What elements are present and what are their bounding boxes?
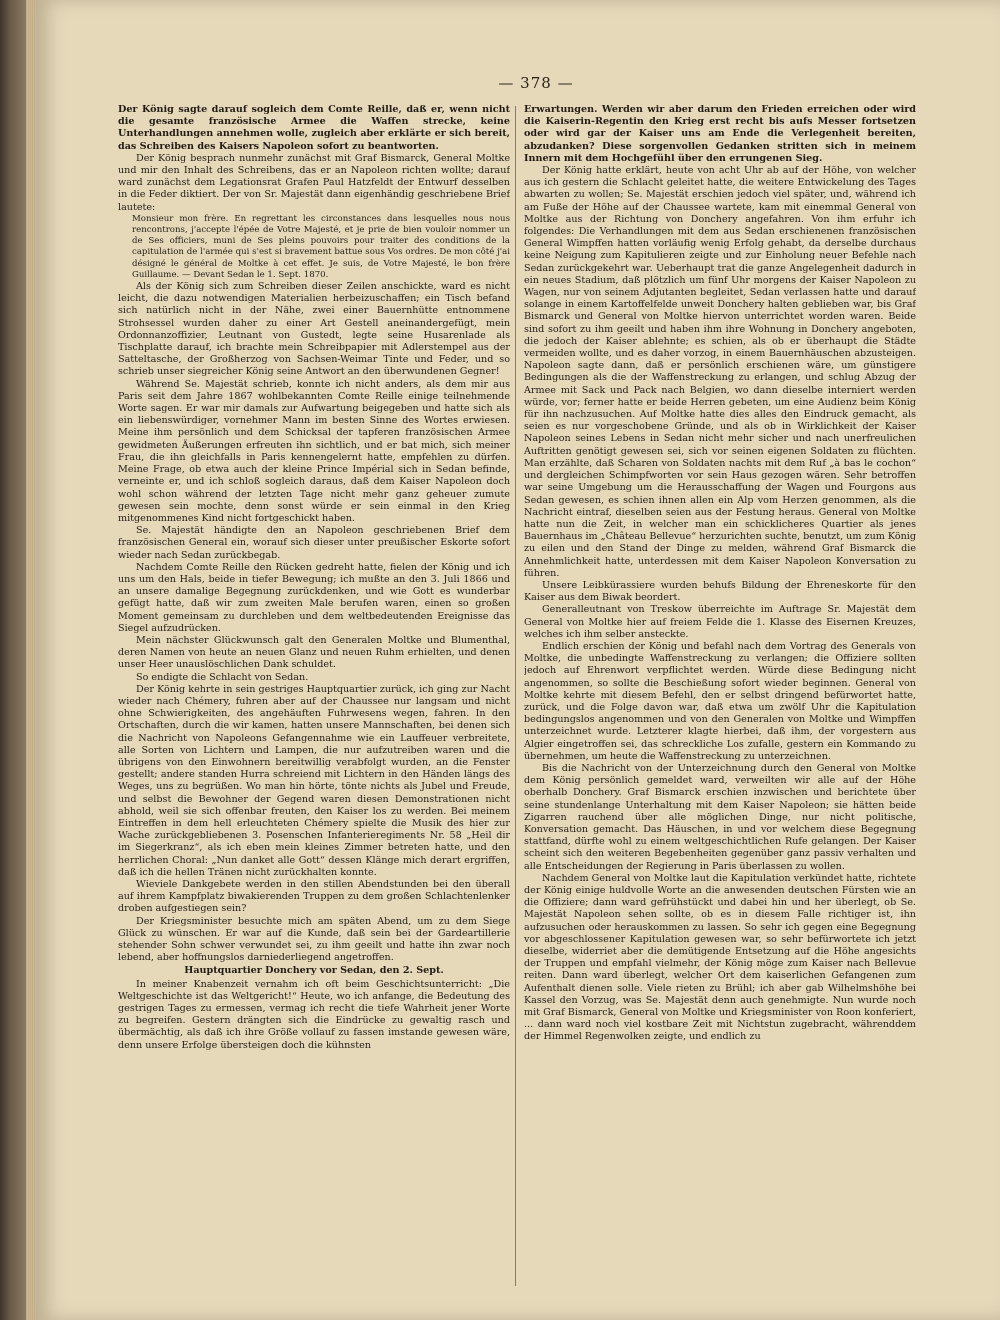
paragraph: Der Kriegsminister besuchte mich am späten Abend, um zu dem Siege Glück zu wünschen. Er war auf die Kunde, daß sein bei der Gardeartillerie stehender Sohn schwer verwundet sei, zu ihm geeilt und hatte ihn zwar noch lebend, aber hoffnungslos darniederliegend angetroffen. [118, 915, 510, 964]
paragraph: Se. Majestät händigte den an Napoleon geschriebenen Brief dem französischen General ein, worauf sich dieser unter preußischer Eskorte sofort wieder nach Sedan zurückbegab. [118, 525, 510, 561]
paragraph: Mein nächster Glückwunsch galt den Generalen Moltke und Blumenthal, deren Namen von heute an neuen Glanz und neuen Ruhm erhielten, und denen unser Heer unauslöschlichen Dank schuldet. [118, 634, 510, 671]
paragraph: Generalleutnant von Treskow überreichte im Auftrage Sr. Majestät dem General von Moltke hier auf freiem Felde die 1. Klasse des Eisernen Kreuzes, welches ich ihm selber ansteckte. [524, 604, 916, 640]
right-column [524, 104, 916, 1300]
paragraph: Nachdem General von Moltke laut die Kapitulation verkündet hatte, richtete der König einige huldvolle Worte an die anwesenden deutschen Fürsten wie an die Offiziere; dann ward gefrühstückt und dabei hin und her überlegt, ob Se. Majestät Napoleon sehen sollte, ob es in diesem Falle richtiger ist, ihn aufzusuchen oder herauskommen zu lassen. So sehr ich gegen eine Begegnung vor abgeschlossener Kapitulation gewesen war, so sehr befürwortete ich jetzt dieselbe, widerriet aber die demütigende Entsetzung auf die Höhe angesichts der Truppen und empfahl vielmehr, der König möge zum Kaiser nach Bellevue reiten. Dann ward überlegt, welcher Ort dem kaiserlichen Gefangenen zum Aufenthalt dienen solle. Viele rieten zu Brühl; ich aber gab Wilhelmshöhe bei Kassel den Vorzug, was Se. Majestät denn auch genehmigte. Nun wurde noch mit Graf Bismarck, General von Moltke und Kriegsminister von Roon konferiert, ... dann ward noch viel kostbare Zeit mit Nichtstun zugebracht, währenddem der Himmel Regenwolken zeigte, und endlich zu [524, 872, 916, 1043]
dateline-heading: Hauptquartier Donchery vor Sedan, den 2. Sept. [184, 965, 444, 977]
paragraph: In meiner Knabenzeit vernahm ich oft beim Geschichtsunterricht: „Die Weltgeschichte ist das Weltgericht!“ Heute, wo ich anfange, die Bedeutung des gestrigen Tages zu ermessen, vermag ich recht die tiefe Wahrheit jener Worte zu begreifen. Gestern drängten sich die Eindrücke zu gewaltig rasch und übermächtig, als daß ich ihre Größe vollauf zu fassen imstande gewesen wäre, denn unsere Erfolge übersteigen doch die kühnsten [118, 978, 510, 1051]
paragraph: Wieviele Dankgebete werden in den stillen Abendstunden bei den überall auf ihrem Kampfplatz biwakierenden Truppen zu dem großen Schlachtenlenker droben aufgestiegen sein? [118, 879, 510, 915]
paragraph: Endlich erschien der König und befahl nach dem Vortrag des Generals von Moltke, die unbedingte Waffenstreckung zu verlangen; die Offiziere sollten jedoch auf Ehrenwort verpflichtet werden. Würde diese Bedingung nicht angenommen, so sollte die Beschießung sofort wieder beginnen. General von Moltke kehrte mit diesem Befehl, den er selbst dringend befürwortet hatte, zurück, und die Folge davon war, daß etwa um zwölf Uhr die Kapitulation bedingungslos angenommen und von den Generalen von Moltke und Wimpffen unterzeichnet wurde. Letzterer klagte hierbei, daß ihm, der vorgestern aus Algier eingetroffen sei, das schreckliche Los zufalle, gestern ein Kommando zu übernehmen, um heute die Waffenstreckung zu unterzeichnen. [524, 640, 916, 762]
paragraph: Der König kehrte in sein gestriges Hauptquartier zurück, ich ging zur Nacht wieder nach Chémery, fuhren aber auf der Chaussee nur langsam und nicht ohne Schwierigkeiten, des angehäuften Fuhrwesens wegen, fahren. In den Ortschaften, durch die wir kamen, hatten unsere Mannschaften, bei denen sich die Nachricht von Napoleons Gefangennahme wie ein Lauffeuer verbreitete, alle Sorten von Lichtern und Lampen, die nur aufzutreiben waren und die übrigens von den Einwohnern bereitwillig verabfolgt wurden, an die Fenster gestellt; andere standen Hurra schreiend mit Lichtern in den Händen längs des Weges, uns zu begrüßen. Wo man hin hörte, tönte nichts als Jubel und Freude, und selbst die Bewohner der Gegend waren diesen Demonstrationen nicht abhold, weil sie sich offenbar freuten, den Kaiser los zu werden. Bei meinem Eintreffen in dem hell erleuchteten Chémery spielte die Musik des hier zur Wache zurückgebliebenen 3. Posenschen Infanterieregiments Nr. 58 „Heil dir im Siegerkranz“, als ich eben mein kleines Zimmer betreten hatte, und den herrlichen Choral: „Nun danket alle Gott“ dessen Klänge mich derart ergriffen, daß ich die hellen Tränen nicht zurückhalten konnte. [118, 683, 510, 878]
paragraph: Als der König sich zum Schreiben dieser Zeilen anschickte, ward es nicht leicht, die dazu notwendigen Materialien herbeizuschaffen; ein Tisch befand sich natürlich nicht in der Nähe, zwei einer Bauernhütte entnommene Strohsessel wurden daher zu einer Art Gestell aneinandergefügt, mein Ordonnanzoffizier, Leutnant von Gustedt, legte seine Husarenlade als Tischplatte darauf, ich brachte mein Schreibpapier mit Adlerstempel aus der Satteltasche, der Großherzog von Sachsen-Weimar Tinte und Feder, und so schrieb unser siegreicher König seine Antwort an den überwundenen Gegner! [118, 281, 510, 378]
paragraph: Der König hatte erklärt, heute von acht Uhr ab auf der Höhe, von welcher aus ich gestern die Schlacht geleitet hatte, die weitere Entwickelung des Tages abwarten zu wollen; Se. Majestät erschien jedoch viel später, und, während ich am Fuße der Höhe auf der Chaussee wartete, kam mit einemmal General von Moltke aus der Richtung von Donchery angefahren. Von ihm erfuhr ich folgendes: Die Verhandlungen mit dem aus Sedan erschienenen französischen General Wimpffen hatten vorläufig wenig Erfolg gehabt, da derselbe durchaus keine Neigung zum Kapitulieren zeigte und zur Einholung neuer Befehle nach Sedan zurückgekehrt war. Ueberhaupt trat die ganze Angelegenheit dadurch in ein neues Stadium, daß plötzlich um fünf Uhr morgens der Kaiser Napoleon zu Wagen, nur von seinem Adjutanten begleitet, Sedan verlassen hatte und darauf solange in einem Kartoffelfelde unweit Donchery halten geblieben war, bis Graf Bismarck und General von Moltke hiervon unterrichtet worden waren. Beide sind sofort zu ihm geeilt und haben ihm ihre Wohnung in Donchery angeboten, die jedoch der Kaiser ablehnte; es schien, als ob er überhaupt die Städte vermeiden wollte, und es daher vorzog, in einem Bauernhäuschen abzusteigen. Napoleon sagte dann, daß er persönlich erschienen wäre, um günstigere Bedingungen als die der Waffenstreckung zu erlangen, und schlug Abzug der Armee mit Sack und Pack nach Belgien, wo dann dieselbe interniert werden würde, vor; ferner hatte er beide Herren gebeten, um eine Audienz beim König für ihn nachzusuchen. Auf Moltke hatte dies alles den Eindruck gemacht, als seien es nur vorgeschobene Gründe, und als ob in Wirklichkeit der Kaiser Napoleon seines Lebens in Sedan nicht mehr sicher und nach unerfreulichen Auftritten genötigt gewesen sei, sich vor seinen eigenen Soldaten zu flüchten. Man erzählte, daß Scharen von Soldaten nachts mit dem Ruf „à bas le cochon“ und dergleichen Schimpfworten vor sein Haus gezogen wären. Sehr betroffen war seine Umgebung um die Herausschaffung der Wagen und Fourgons aus Sedan gewesen, es schien ihnen allen ein Alp vom Herzen genommen, als die Nachricht eintraf, dieselben seien aus der Festung heraus. General von Moltke hatte nun die Zeit, in welcher man ein schicklicheres Quartier als jenes Bauernhaus im „Château Bellevue“ herzurichten suchte, benutzt, um zum König zu eilen und den Stand der Dinge zu melden, während Graf Bismarck die Annehmlichkeit hatte, unterdessen mit dem Kaiser Napoleon Konversation zu führen. [524, 165, 916, 579]
paragraph: Während Se. Majestät schrieb, konnte ich nicht anders, als dem mir aus Paris seit dem Jahre 1867 wohlbekannten Comte Reille einige teilnehmende Worte sagen. Er war mir damals zur Aufwartung beigegeben und hatte sich als ein liebenswürdiger, vornehmer Mann im besten Sinne des Wortes erwiesen. Meine ihm persönlich und dem Schicksal der tapferen französischen Armee gewidmeten Äußerungen erfreuten ihn sichtlich, und er bat mich, sich meiner Frau, die ihn gleichfalls in Paris kennengelernt hatte, empfehlen zu dürfen. Meine Frage, ob etwa auch der kleine Prince Impérial sich in Sedan befinde, verneinte er, und ich schloß sogleich daraus, daß dem Kaiser Napoleon doch wohl schon während der letzten Tage nicht mehr ganz geheuer zumute gewesen sein mochte, denn sonst würde er sein einmal in den Krieg mitgenommenes Kind nicht fortgeschickt haben. [118, 378, 510, 524]
paragraph: Unsere Leibkürassiere wurden behufs Bildung der Ehreneskorte für den Kaiser aus dem Biwak beordert. [524, 579, 916, 604]
paragraph: Nachdem Comte Reille den Rücken gedreht hatte, fielen der König und ich uns um den Hals, beide in tiefer Bewegung; ich mußte an den 3. Juli 1866 und an unsere damalige Begegnung zurückdenken, und wie Gott es wunderbar gefügt hatte, daß wir zum zweiten Male berufen waren, einen so großen Moment gemeinsam zu durchleben und dem weltbedeutenden Ereignisse das Siegel aufzudrücken. [118, 561, 510, 634]
paragraph: So endigte die Schlacht von Sedan. [136, 671, 309, 683]
paragraph: Der König besprach nunmehr zunächst mit Graf Bismarck, General Moltke und mir den Inhalt des Schreibens, das er an Napoleon richten wollte; darauf ward zunächst dem Legationsrat Grafen Paul Hatzfeldt der Entwurf desselben in die Feder diktiert. Der von Sr. Majestät dann eigenhändig geschriebene Brief lautete: [118, 152, 510, 213]
column-divider [515, 106, 516, 1286]
book-spine [0, 0, 26, 1320]
quoted-letter: Monsieur mon frère. En regrettant les circonstances dans lesquelles nous nous rencontrons, j'accepte l'épée de Votre Majesté, et je prie de bien vouloir nommer un de Ses officiers, muni de Ses pleins pouvoirs pour traiter des conditions de la capitulation de l'armée qui s'est si bravement battue sous Vos ordres. De mon côté j'ai désigné le général de Moltke à cet effet. Je suis, de Votre Majesté, le bon frère Guillaume. — Devant Sedan le 1. Sept. 1870. [132, 213, 510, 280]
page-number: — 378 — [498, 74, 574, 92]
paragraph: Bis die Nachricht von der Unterzeichnung durch den General von Moltke dem König persönlich gemeldet ward, verweilten wir alle auf der Höhe oberhalb Donchery. Graf Bismarck erschien inzwischen und berichtete über seine stundenlange Unterhaltung mit dem Kaiser Napoleon; sie hätten beide Zigarren rauchend über alle möglichen Dinge, nur nicht politische, Konversation gemacht. Das Häuschen, in und vor welchem diese Begegnung stattfand, dürfte wohl zu einem weltgeschichtlichen Rufe gelangen. Der Kaiser scheint sich den weiteren Begebenheiten gegenüber ganz passiv verhalten und alle Entscheidungen der Regierung in Paris überlassen zu wollen. [524, 762, 916, 872]
page-edges [26, 0, 36, 1320]
paragraph: Der König sagte darauf sogleich dem Comte Reille, daß er, wenn nicht die gesamte französische Armee die Waffen strecke, keine Unterhandlungen annehmen wolle, zugleich aber erklärte er sich bereit, das Schreiben des Kaisers Napoleon sofort zu beantworten. [118, 104, 510, 152]
left-column [118, 104, 510, 1300]
paragraph: Erwartungen. Werden wir aber darum den Frieden erreichen oder wird die Kaiserin-Regentin den Krieg erst recht bis aufs Messer fortsetzen oder wird gar der Kaiser uns am Ende die Verlegenheit bereiten, abzudanken? Diese sorgenvollen Gedanken stritten sich in meinem Innern mit dem Hochgefühl über den errungenen Sieg. [524, 104, 916, 164]
